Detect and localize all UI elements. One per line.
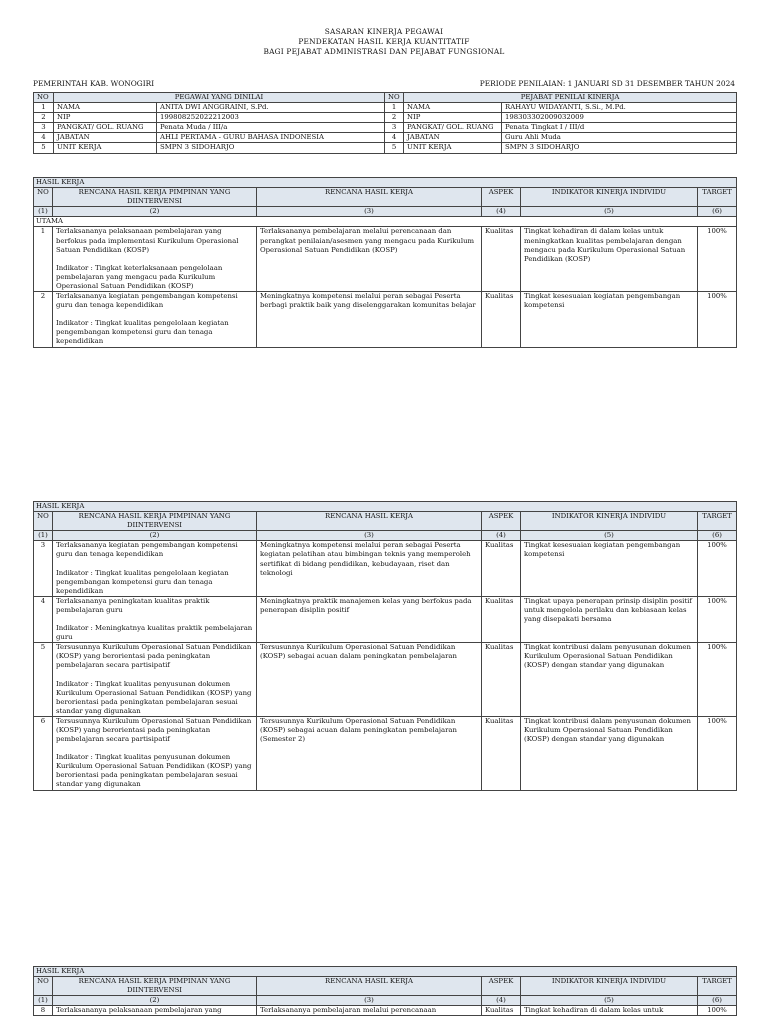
table-row	[34, 596, 737, 642]
col-rhk-pimpinan-header: RENCANA HASIL KERJA PIMPINAN YANG DIINTERVENSI	[53, 188, 257, 207]
table-row	[34, 292, 737, 347]
id-right-no: 5	[385, 143, 404, 153]
title-line-1: SASARAN KINERJA PEGAWAI	[324, 27, 444, 36]
col-number: (5)	[521, 996, 698, 1006]
id-left-no: 3	[34, 123, 54, 133]
row-target: 100%	[698, 716, 737, 790]
id-right-value: SMPN 3 SIDOHARJO	[502, 143, 737, 153]
title-line-3: BAGI PEJABAT ADMINISTRASI DAN PEJABAT FUNGSIONAL	[263, 47, 505, 56]
identity-row	[34, 143, 737, 153]
id-left-field: NIP	[54, 113, 157, 123]
id-left-value: SMPN 3 SIDOHARJO	[157, 143, 385, 153]
section-title: HASIL KERJA	[34, 967, 737, 977]
id-left-no: 5	[34, 143, 54, 153]
row-rhk: Meningkatnya kompetensi melalui peran sebagai Peserta kegiatan pelatihan atau bimbingan teknis yang memperoleh sertifikat di bidang pendidikan, kebudayaan, riset dan teknologi	[257, 541, 482, 596]
pimpinan-indicator: Indikator : Tingkat kualitas penyusunan dokumen Kurikulum Operasional Satuan Pendidikan (KOSP) yang berorientasi pada peningkatan pembelajaran sesuai standar yang digunakan	[56, 753, 252, 789]
row-rhk: Tersusunnya Kurikulum Operasional Satuan Pendidikan (KOSP) sebagai acuan dalam peningkatan pembelajaran	[257, 643, 482, 717]
section-title: HASIL KERJA	[34, 502, 737, 512]
col-number: (2)	[53, 531, 257, 541]
row-no: 2	[34, 292, 53, 347]
col-number: (3)	[257, 207, 482, 217]
column-number-row	[34, 996, 737, 1006]
col-aspek-header: ASPEK	[482, 188, 521, 207]
row-no: 8	[34, 1006, 53, 1016]
pimpinan-indicator: Indikator : Tingkat kualitas penyusunan dokumen Kurikulum Operasional Satuan Pendidikan (KOSP) yang berorientasi pada peningkatan pembelajaran sesuai standar yang digunakan	[56, 679, 252, 715]
row-pimpinan	[53, 716, 257, 790]
pimpinan-indicator: Indikator : Meningkatnya kualitas praktik pembelajaran guru	[56, 624, 253, 642]
id-left-field: NAMA	[54, 103, 157, 113]
id-right-no: 3	[385, 123, 404, 133]
id-left-value: ANITA DWI ANGGRAINI, S.Pd.	[157, 103, 385, 113]
row-aspek: Kualitas	[482, 292, 521, 347]
row-rhk: Meningkatnya praktik manajemen kelas yang berfokus pada penerapan disiplin positif	[257, 596, 482, 642]
section-title: HASIL KERJA	[34, 178, 737, 188]
id-left-no: 1	[34, 103, 54, 113]
id-right-no: 1	[385, 103, 404, 113]
id-right-field: UNIT KERJA	[404, 143, 502, 153]
row-rhk: Meningkatnya kompetensi melalui peran sebagai Peserta berbagi praktik baik yang diselenggarakan komunitas belajar	[257, 292, 482, 347]
row-pimpinan	[53, 227, 257, 292]
agency-label: PEMERINTAH KAB. WONOGIRI	[33, 79, 155, 88]
section-row	[34, 967, 737, 977]
row-target: 100%	[698, 541, 737, 596]
hasil-kerja-table-page-3	[33, 966, 737, 1016]
col-number: (4)	[482, 996, 521, 1006]
id-right-value: Guru Ahli Muda	[502, 133, 737, 143]
column-number-row	[34, 207, 737, 217]
id-right-field: JABATAN	[404, 133, 502, 143]
id-right-no-header: NO	[385, 93, 404, 103]
pimpinan-indicator: Indikator : Tingkat kualitas pengelolaan kegiatan pengembangan kompetensi guru dan tenaga kependidikan	[56, 568, 229, 595]
row-aspek: Kualitas	[482, 716, 521, 790]
meta-row	[33, 79, 735, 89]
col-aspek-header: ASPEK	[482, 977, 521, 996]
pimpinan-indicator: Indikator : Tingkat kualitas pengelolaan kegiatan pengembangan kompetensi guru dan tenaga kependidikan	[56, 319, 229, 346]
row-indikator: Tingkat upaya penerapan prinsip disiplin positif untuk mengelola perilaku dan kebiasaan kelas yang disepakati bersama	[521, 596, 698, 642]
row-indikator: Tingkat kontribusi dalam penyusunan dokumen Kurikulum Operasional Satuan Pendidikan (KOSP) dengan standar yang digunakan	[521, 716, 698, 790]
row-rhk: Terlaksananya pembelajaran melalui perencanaan	[257, 1006, 482, 1016]
row-no: 5	[34, 643, 53, 717]
row-target: 100%	[698, 596, 737, 642]
col-aspek-header: ASPEK	[482, 512, 521, 531]
row-rhk: Tersusunnya Kurikulum Operasional Satuan Pendidikan (KOSP) sebagai acuan dalam peningkatan pembelajaran (Semester 2)	[257, 716, 482, 790]
row-target: 100%	[698, 292, 737, 347]
col-indikator-header: INDIKATOR KINERJA INDIVIDU	[521, 512, 698, 531]
document-title	[0, 27, 768, 57]
column-header-row	[34, 977, 737, 996]
id-left-no: 2	[34, 113, 54, 123]
section-row	[34, 502, 737, 512]
id-right-field: PANGKAT/ GOL. RUANG	[404, 123, 502, 133]
col-indikator-header: INDIKATOR KINERJA INDIVIDU	[521, 188, 698, 207]
col-number: (3)	[257, 996, 482, 1006]
id-left-field: PANGKAT/ GOL. RUANG	[54, 123, 157, 133]
id-right-field: NIP	[404, 113, 502, 123]
table-row	[34, 643, 737, 717]
col-number: (6)	[698, 531, 737, 541]
id-left-value: AHLI PERTAMA - GURU BAHASA INDONESIA	[157, 133, 385, 143]
row-target: 100%	[698, 227, 737, 292]
row-pimpinan: Terlaksananya pelaksanaan pembelajaran yang	[53, 1006, 257, 1016]
id-left-value: 199808252022212003	[157, 113, 385, 123]
period-label: PERIODE PENILAIAN: 1 JANUARI SD 31 DESEMBER TAHUN 2024	[479, 79, 735, 88]
col-number: (2)	[53, 207, 257, 217]
utama-label: UTAMA	[34, 217, 737, 227]
hasil-kerja-table-page-1	[33, 177, 737, 348]
id-right-no: 4	[385, 133, 404, 143]
pimpinan-text: Terlaksananya pelaksanaan pembelajaran yang berfokus pada implementasi Kurikulum Operasional Satuan Pendidikan (KOSP)	[56, 227, 239, 254]
col-number: (2)	[53, 996, 257, 1006]
id-right-field: NAMA	[404, 103, 502, 113]
hasil-kerja-table-page-2	[33, 501, 737, 791]
col-no-header: NO	[34, 512, 53, 531]
row-target: 100%	[698, 643, 737, 717]
col-number: (4)	[482, 207, 521, 217]
row-pimpinan	[53, 292, 257, 347]
id-left-no: 4	[34, 133, 54, 143]
pimpinan-text: Tersusunnya Kurikulum Operasional Satuan Pendidikan (KOSP) yang berorientasi pada peningkatan pembelajaran secara partisipatif	[56, 716, 252, 744]
col-no-header: NO	[34, 188, 53, 207]
identity-row	[34, 103, 737, 113]
column-header-row	[34, 512, 737, 531]
row-no: 6	[34, 716, 53, 790]
col-rhk-header: RENCANA HASIL KERJA	[257, 512, 482, 531]
col-number: (1)	[34, 531, 53, 541]
row-pimpinan	[53, 596, 257, 642]
identity-row	[34, 123, 737, 133]
col-target-header: TARGET	[698, 512, 737, 531]
col-number: (4)	[482, 531, 521, 541]
column-number-row	[34, 531, 737, 541]
pimpinan-text: Terlaksananya peningkatan kualitas praktik pembelajaran guru	[56, 596, 210, 614]
id-left-value: Penata Muda / III/a	[157, 123, 385, 133]
row-aspek: Kualitas	[482, 596, 521, 642]
id-right-title: PEJABAT PENILAI KINERJA	[404, 93, 737, 103]
pimpinan-text: Terlaksananya kegiatan pengembangan kompetensi guru dan tenaga kependidikan	[56, 292, 238, 310]
col-rhk-pimpinan-header: RENCANA HASIL KERJA PIMPINAN YANG DIINTERVENSI	[53, 512, 257, 531]
row-pimpinan	[53, 541, 257, 596]
table-row	[34, 227, 737, 292]
row-no: 1	[34, 227, 53, 292]
col-number: (3)	[257, 531, 482, 541]
table-row	[34, 541, 737, 596]
col-number: (1)	[34, 207, 53, 217]
col-target-header: TARGET	[698, 188, 737, 207]
pimpinan-text: Tersusunnya Kurikulum Operasional Satuan Pendidikan (KOSP) yang berorientasi pada peningkatan pembelajaran secara partisipatif	[56, 643, 252, 670]
id-left-no-header: NO	[34, 93, 54, 103]
row-aspek: Kualitas	[482, 541, 521, 596]
row-aspek: Kualitas	[482, 643, 521, 717]
row-indikator: Tingkat kesesuaian kegiatan pengembangan kompetensi	[521, 292, 698, 347]
col-number: (5)	[521, 207, 698, 217]
id-left-title: PEGAWAI YANG DINILAI	[54, 93, 385, 103]
table-row	[34, 1006, 737, 1016]
row-pimpinan	[53, 643, 257, 717]
pimpinan-text: Terlaksananya kegiatan pengembangan kompetensi guru dan tenaga kependidikan	[56, 541, 238, 559]
row-rhk: Terlaksananya pembelajaran melalui perencanaan dan perangkat penilaian/asesmen yang mengacu pada Kurikulum Operasional Satuan Pendidikan (KOSP)	[257, 227, 482, 292]
row-target: 100%	[698, 1006, 737, 1016]
row-no: 4	[34, 596, 53, 642]
col-number: (6)	[698, 996, 737, 1006]
id-right-value: RAHAYU WIDAYANTI, S.Si., M.Pd.	[502, 103, 737, 113]
col-rhk-pimpinan-header: RENCANA HASIL KERJA PIMPINAN YANG DIINTERVENSI	[53, 977, 257, 996]
row-aspek: Kualitas	[482, 1006, 521, 1016]
id-left-field: JABATAN	[54, 133, 157, 143]
identity-row	[34, 113, 737, 123]
row-indikator: Tingkat kesesuaian kegiatan pengembangan kompetensi	[521, 541, 698, 596]
row-no: 3	[34, 541, 53, 596]
col-target-header: TARGET	[698, 977, 737, 996]
row-indikator: Tingkat kehadiran di dalam kelas untuk meningkatkan kualitas pembelajaran dengan mengacu pada Kurikulum Operasional Satuan Pendidikan (KOSP)	[521, 227, 698, 292]
row-aspek: Kualitas	[482, 227, 521, 292]
section-row	[34, 178, 737, 188]
column-header-row	[34, 188, 737, 207]
id-right-value: 198303302009032009	[502, 113, 737, 123]
identity-row	[34, 133, 737, 143]
identity-table	[33, 92, 737, 154]
col-number: (1)	[34, 996, 53, 1006]
col-indikator-header: INDIKATOR KINERJA INDIVIDU	[521, 977, 698, 996]
row-indikator: Tingkat kehadiran di dalam kelas untuk	[521, 1006, 698, 1016]
row-indikator: Tingkat kontribusi dalam penyusunan dokumen Kurikulum Operasional Satuan Pendidikan (KOSP) dengan standar yang digunakan	[521, 643, 698, 717]
utama-row	[34, 217, 737, 227]
pimpinan-indicator: Indikator : Tingkat keterlaksanaan pengelolaan pembelajaran yang mengacu pada Kurikulum Operasional Satuan Pendidikan (KOSP)	[56, 263, 223, 290]
id-right-no: 2	[385, 113, 404, 123]
id-left-field: UNIT KERJA	[54, 143, 157, 153]
id-right-value: Penata Tingkat I / III/d	[502, 123, 737, 133]
col-number: (5)	[521, 531, 698, 541]
col-number: (6)	[698, 207, 737, 217]
title-line-2: PENDEKATAN HASIL KERJA KUANTITATIF	[298, 37, 470, 46]
col-rhk-header: RENCANA HASIL KERJA	[257, 977, 482, 996]
col-rhk-header: RENCANA HASIL KERJA	[257, 188, 482, 207]
table-row	[34, 716, 737, 790]
identity-header-row	[34, 93, 737, 103]
col-no-header: NO	[34, 977, 53, 996]
